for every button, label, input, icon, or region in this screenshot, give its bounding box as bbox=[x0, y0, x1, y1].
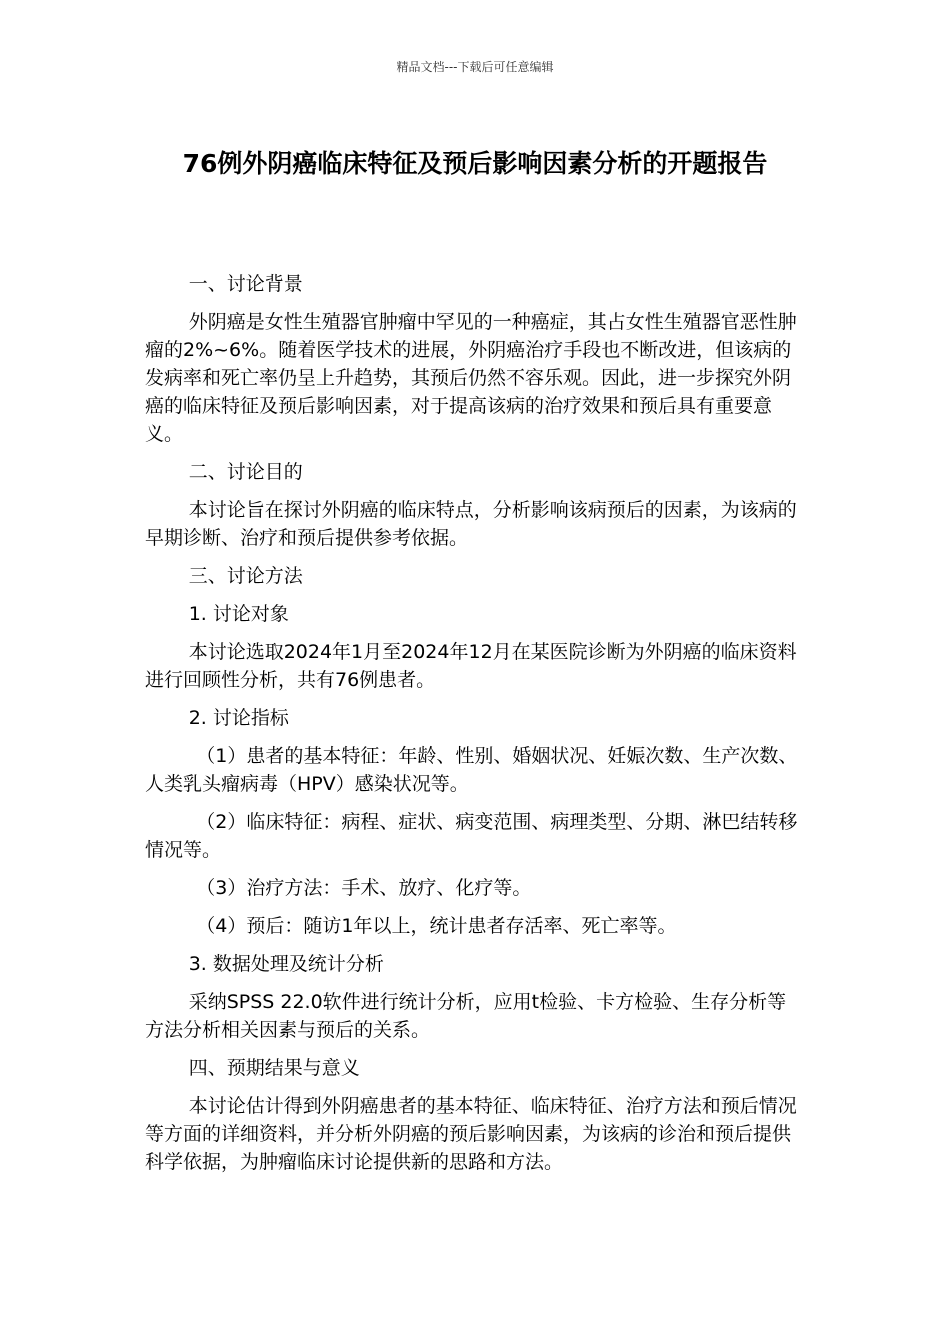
section-heading-expected-results: 四、预期结果与意义 bbox=[188, 1057, 360, 1079]
subheading-subjects: 1. 讨论对象 bbox=[188, 603, 289, 625]
indicator-item-3: （3）治疗方法：手术、放疗、化疗等。 bbox=[196, 877, 532, 899]
indicator-item-4: （4）预后：随访1年以上，统计患者存活率、死亡率等。 bbox=[196, 915, 677, 937]
section-heading-purpose: 二、讨论目的 bbox=[188, 461, 303, 483]
paragraph-statistics: 采纳SPSS 22.0软件进行统计分析，应用t检验、卡方检验、生存分析等方法分析相关因素与预后的关系。 bbox=[145, 991, 787, 1041]
indicator-item-2: （2）临床特征：病程、症状、病变范围、病理类型、分期、淋巴结转移情况等。 bbox=[145, 811, 798, 861]
indicator-item-1: （1）患者的基本特征：年龄、性别、婚姻状况、妊娠次数、生产次数、人类乳头瘤病毒（HPV）感染状况等。 bbox=[145, 745, 798, 795]
subheading-statistics: 3. 数据处理及统计分析 bbox=[188, 953, 384, 975]
paragraph-background: 外阴癌是女性生殖器官肿瘤中罕见的一种癌症，其占女性生殖器官恶性肿瘤的2%~6%。随着医学技术的进展，外阴癌治疗手段也不断改进，但该病的发病率和死亡率仍呈上升趋势，其预后仍然不容乐观。因此，进一步探究外阴癌的临床特征及预后影响因素，对于提高该病的治疗效果和预后具有重要意义。 bbox=[145, 311, 797, 445]
subheading-indicators: 2. 讨论指标 bbox=[188, 707, 289, 729]
document-title: 76例外阴癌临床特征及预后影响因素分析的开题报告 bbox=[182, 149, 768, 178]
paragraph-subjects: 本讨论选取2024年1月至2024年12月在某医院诊断为外阴癌的临床资料进行回顾性分析，共有76例患者。 bbox=[145, 641, 797, 691]
paragraph-expected-results: 本讨论估计得到外阴癌患者的基本特征、临床特征、治疗方法和预后情况等方面的详细资料，并分析外阴癌的预后影响因素，为该病的诊治和预后提供科学依据，为肿瘤临床讨论提供新的思路和方法。 bbox=[145, 1095, 797, 1173]
paragraph-purpose: 本讨论旨在探讨外阴癌的临床特点，分析影响该病预后的因素，为该病的早期诊断、治疗和预后提供参考依据。 bbox=[145, 499, 797, 549]
section-heading-background: 一、讨论背景 bbox=[188, 273, 303, 295]
header-note: 精品文档---下载后可任意编辑 bbox=[396, 60, 554, 74]
document-body bbox=[145, 270, 805, 1186]
section-heading-methods: 三、讨论方法 bbox=[188, 565, 303, 587]
